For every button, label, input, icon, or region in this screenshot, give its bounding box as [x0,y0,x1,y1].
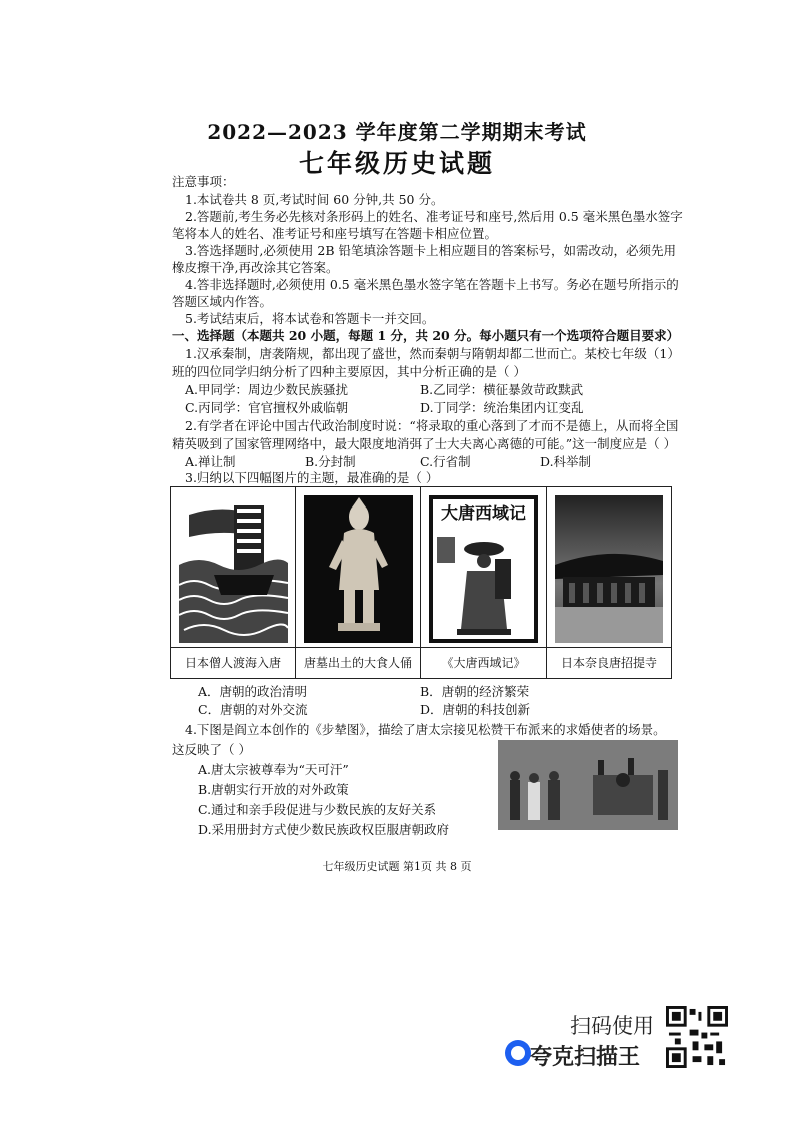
notes-line: 5.考试结束后，将本试卷和答题卡一并交回。 [185,311,435,326]
ship-woodcut-image [179,495,288,643]
book-cover-title: 大唐西域记 [441,504,526,524]
notes-line: 答题区域内作答。 [172,294,273,309]
q1-stem: 1.汉承秦制，唐袭隋规，都出现了盛世，然而秦朝与隋朝却都二世而亡。某校七年级（1） [185,346,680,361]
image-caption: 《大唐西域记》 [421,647,546,678]
q3-option-a: A．唐朝的政治清明 [198,684,308,699]
q4-stem: 这反映了（ ） [172,742,251,757]
painting-image [498,740,678,830]
image-caption: 唐墓出土的大食人俑 [296,647,420,678]
q1-option-b: B.乙同学：横征暴敛苛政黩武 [420,382,584,397]
image-caption: 日本奈良唐招提寺 [547,647,671,678]
q2-option-a: A.禅让制 [185,454,236,469]
q2-stem: 精英吸到了国家管理网络中，最大限度地消弭了士大夫离心离德的可能。”这一制度应是（ ） [172,436,677,451]
q3-image-table [170,486,672,679]
q3-option-c: C．唐朝的对外交流 [198,702,308,717]
q1-stem: 班的四位同学归纳分析了四种主要原因，其中分析正确的是（ ） [172,364,526,379]
notes-heading: 注意事项： [172,174,235,189]
exam-subtitle: 七年级历史试题 [298,149,495,178]
section-heading: 一、选择题（本题共 20 小题，每题 1 分，共 20 分。每小题只有一个选项符合题目要求） [172,328,680,343]
qr-code-icon[interactable] [666,1006,728,1068]
q1-option-a: A.甲同学：周边少数民族骚扰 [185,382,349,397]
image-cell [421,487,547,678]
temple-photo-image [555,495,663,643]
q1-option-c: C.丙同学：官官擅权外戚临朝 [185,400,349,415]
q4-option-d: D.采用册封方式使少数民族政权臣服唐朝政府 [198,822,450,837]
image-cell [296,487,421,678]
figurine-image [304,495,413,643]
q3-stem: 3.归纳以下四幅图片的主题，最准确的是（ ） [185,470,439,485]
image-cell [171,487,296,678]
q2-stem: 2.有学者在评论中国古代政治制度时说：“将录取的重心落到了才而不是德上，从而将全国 [185,418,679,433]
notes-line: 橡皮擦干净,再改涂其它答案。 [172,260,339,275]
image-caption: 日本僧人渡海入唐 [171,647,295,678]
quark-logo-icon [505,1040,531,1066]
monk-illustration-icon [437,529,531,637]
notes-line: 2.答题前,考生务必先核对条形码上的姓名、准考证号和座号,然后用 0.5 毫米黑色墨水签字 [185,209,683,224]
q4-stem: 4.下图是阎立本创作的《步辇图》，描绘了唐太宗接见松赞干布派来的求婚使者的场景。 [185,722,666,737]
book-cover-image [429,495,538,643]
q2-option-c: C.行省制 [420,454,471,469]
q4-option-a: A.唐太宗被尊奉为“天可汗” [198,762,349,777]
notes-line: 笔将本人的姓名、准考证号和座号填写在答题卡相应位置。 [172,226,498,241]
notes-line: 4.答非选择题时,必须使用 0.5 毫米黑色墨水签字笔在答题卡上书写。务必在题号所指示的 [185,277,679,292]
notes-line: 3.答选择题时,必须使用 2B 铅笔填涂答题卡上相应题目的答案标号，如需改动，必须先用 [185,243,676,258]
q4-option-c: C.通过和亲手段促进与少数民族的友好关系 [198,802,437,817]
scan-label: 扫码使用 [570,1014,654,1038]
q4-option-b: B.唐朝实行开放的对外政策 [198,782,349,797]
notes-line: 1.本试卷共 8 页,考试时间 60 分钟,共 50 分。 [185,192,444,207]
scanner-brand: 夸克扫描王 [530,1045,641,1070]
q1-option-d: D.丁同学：统治集团内讧变乱 [420,400,584,415]
q3-option-b: B．唐朝的经济繁荣 [420,684,530,699]
q2-option-b: B.分封制 [305,454,356,469]
image-cell [547,487,671,678]
q3-option-d: D．唐朝的科技创新 [420,702,531,717]
page-footer: 七年级历史试题 第1页 共 8 页 [322,860,472,873]
exam-title: 2022—2023 学年度第二学期期末考试 [207,120,587,144]
q2-option-d: D.科举制 [540,454,592,469]
